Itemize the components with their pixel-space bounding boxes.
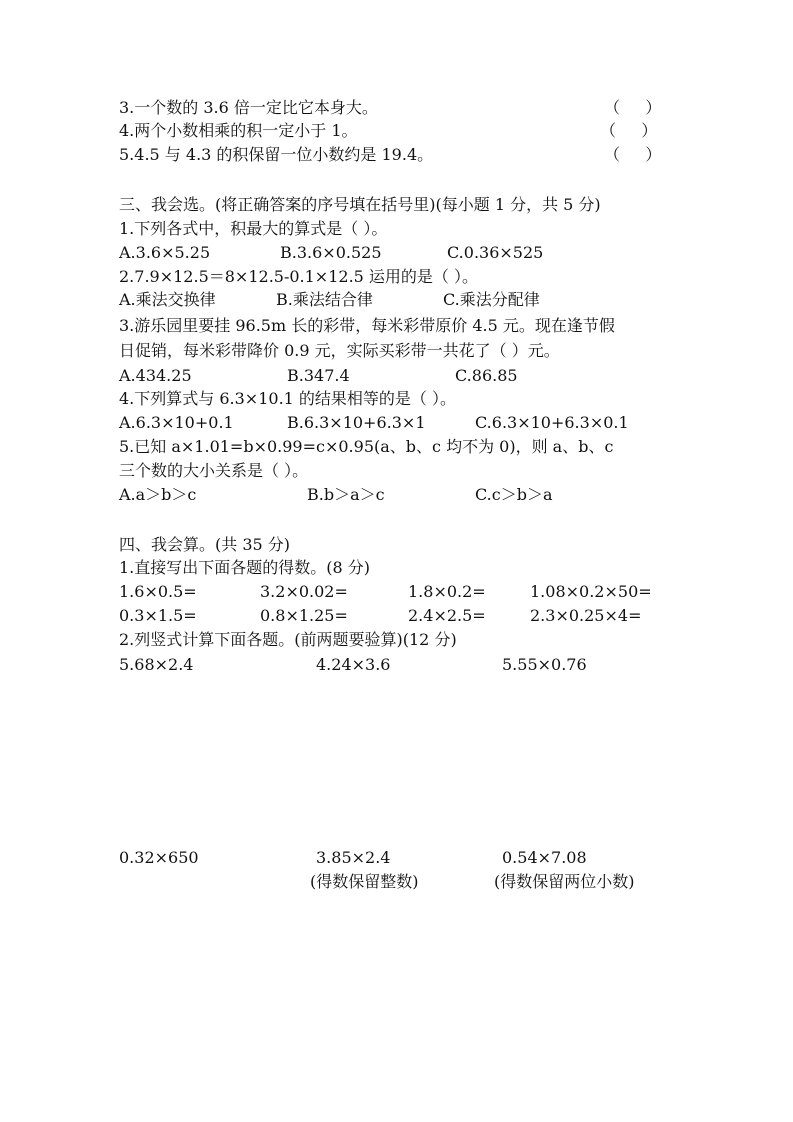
vertical-calc-item: 0.32×650	[119, 848, 199, 867]
option-c[interactable]: C.86.85	[455, 366, 518, 385]
oral-calc-item: 1.6×0.5=	[119, 582, 197, 601]
judgement-item-4: 4.两个小数相乘的积一定小于 1。	[119, 121, 358, 140]
part-1-title: 1.直接写出下面各题的得数。(8 分)	[119, 558, 371, 577]
choice-question-5-line-2: 三个数的大小关系是（ ）。	[119, 461, 309, 480]
answer-parentheses[interactable]: （ ）	[600, 121, 658, 140]
rounding-note: (得数保留两位小数)	[494, 872, 635, 891]
vertical-calc-item: 0.54×7.08	[502, 848, 587, 867]
oral-calc-item: 0.3×1.5=	[119, 606, 197, 625]
vertical-calc-item: 4.24×3.6	[316, 655, 391, 674]
option-a[interactable]: A.3.6×5.25	[119, 243, 211, 262]
vertical-calc-item: 5.55×0.76	[502, 655, 587, 674]
option-c[interactable]: C.c＞b＞a	[475, 485, 553, 504]
option-b[interactable]: B.6.3×10+6.3×1	[287, 413, 426, 432]
option-b[interactable]: B.b＞a＞c	[307, 485, 385, 504]
option-c[interactable]: C.0.36×525	[447, 243, 544, 262]
option-b[interactable]: B.3.6×0.525	[280, 243, 382, 262]
oral-calc-item: 0.8×1.25=	[260, 606, 348, 625]
judgement-item-3: 3.一个数的 3.6 倍一定比它本身大。	[119, 98, 378, 117]
choice-question-3-line-1: 3.游乐园里要挂 96.5m 长的彩带，每米彩带原价 4.5 元。现在逢节假	[119, 316, 615, 335]
oral-calc-item: 2.4×2.5=	[408, 606, 486, 625]
option-a[interactable]: A.乘法交换律	[119, 290, 216, 309]
option-c[interactable]: C.乘法分配律	[443, 290, 540, 309]
choice-question-2: 2.7.9×12.5＝8×12.5-0.1×12.5 运用的是（ ）。	[119, 267, 479, 286]
option-b[interactable]: B.347.4	[287, 366, 350, 385]
option-a[interactable]: A.6.3×10+0.1	[119, 413, 234, 432]
section-3-heading: 三、我会选。(将正确答案的序号填在括号里)(每小题 1 分，共 5 分)	[119, 195, 601, 214]
option-c[interactable]: C.6.3×10+6.3×0.1	[475, 413, 629, 432]
part-2-title: 2.列竖式计算下面各题。(前两题要验算)(12 分)	[119, 630, 457, 649]
option-b[interactable]: B.乘法结合律	[276, 290, 373, 309]
choice-question-1: 1.下列各式中，积最大的算式是（ ）。	[119, 219, 388, 238]
oral-calc-item: 1.8×0.2=	[408, 582, 486, 601]
vertical-calc-item: 5.68×2.4	[119, 655, 194, 674]
answer-parentheses[interactable]: （ ）	[604, 98, 662, 117]
rounding-note: (得数保留整数)	[310, 872, 419, 891]
option-a[interactable]: A.a＞b＞c	[119, 485, 197, 504]
choice-question-5-line-1: 5.已知 a×1.01=b×0.99=c×0.95(a、b、c 均不为 0)，则 a、b、c	[119, 437, 614, 456]
oral-calc-item: 3.2×0.02=	[260, 582, 348, 601]
answer-parentheses[interactable]: （ ）	[604, 145, 662, 164]
oral-calc-item: 2.3×0.25×4=	[530, 606, 642, 625]
vertical-calc-item: 3.85×2.4	[316, 848, 391, 867]
oral-calc-item: 1.08×0.2×50=	[530, 582, 652, 601]
choice-question-3-line-2: 日促销，每米彩带降价 0.9 元，实际买彩带一共花了（ ）元。	[119, 341, 560, 360]
judgement-item-5: 5.4.5 与 4.3 的积保留一位小数约是 19.4。	[119, 145, 434, 164]
choice-question-4: 4.下列算式与 6.3×10.1 的结果相等的是（ ）。	[119, 389, 457, 408]
section-4-heading: 四、我会算。(共 35 分)	[119, 535, 291, 554]
option-a[interactable]: A.434.25	[119, 366, 192, 385]
